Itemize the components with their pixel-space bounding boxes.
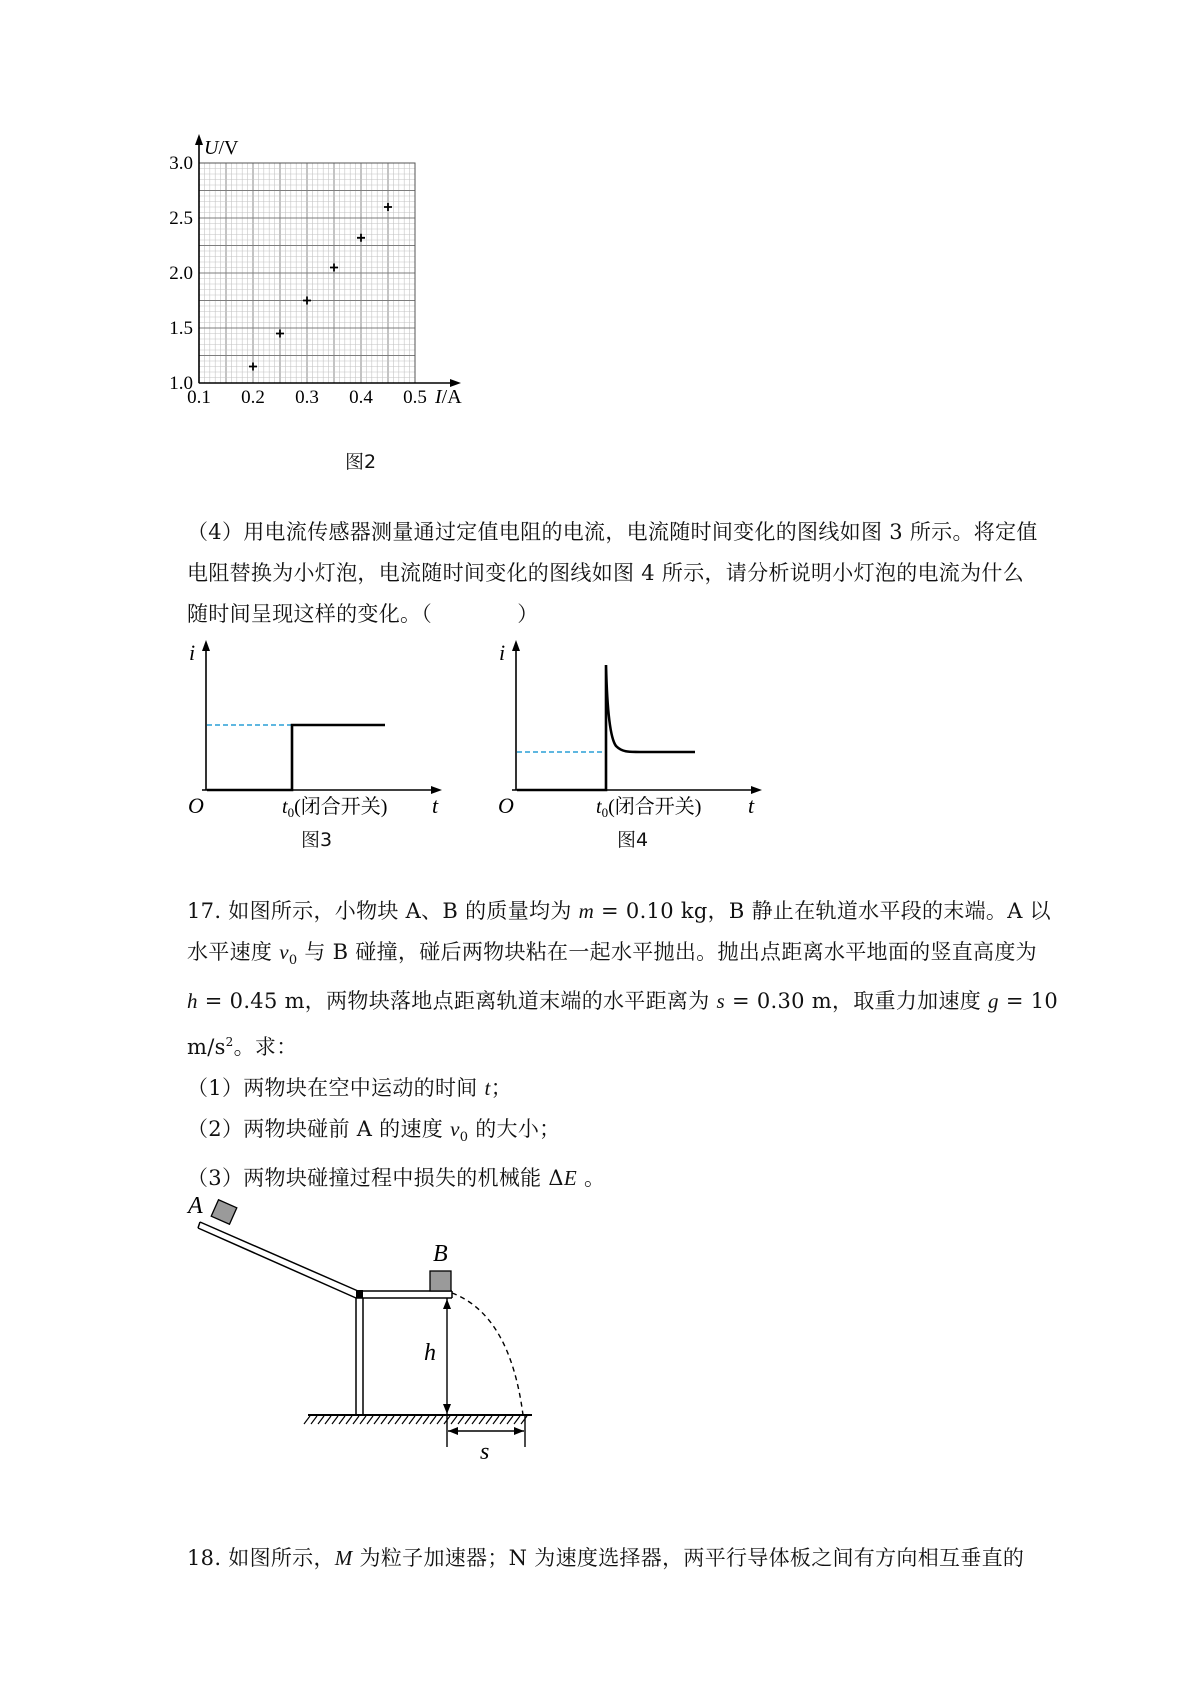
label-h: h [424,1340,436,1366]
ground-hatching [304,1416,527,1424]
figure-4-graph [490,638,770,838]
hatch-mark [367,1416,373,1424]
label-a: A [188,1193,203,1219]
hatch-mark [500,1416,506,1424]
hatch-mark [514,1416,520,1424]
y-tick-label: 3.0 [169,153,193,174]
figure-2-chart [160,130,520,475]
y-tick-labels [169,153,193,394]
hatch-mark [430,1416,436,1424]
hatch-mark [416,1416,422,1424]
track-figure [180,1185,580,1475]
y-label: i [189,640,196,665]
block-b [430,1271,451,1291]
y-tick-label: 1.0 [169,373,193,394]
h-arrow-bottom [443,1404,451,1414]
x-tick-label: 0.1 [187,387,211,408]
question-4 [187,512,1047,635]
x-label: t [432,793,439,818]
origin-label: O [188,793,204,818]
label-s: s [480,1439,490,1465]
q17-line-3: h = 0.45 m，两物块落地点距离轨道末端的水平距离为 s = 0.30 m，取重力加速度 g = 10 [187,989,1059,1014]
x-tick-label: 0.2 [241,387,265,408]
label-b: B [433,1241,448,1267]
q17-sub-1: （1）两物块在空中运动的时间 t； [187,1076,512,1101]
current-spike-curve [517,665,695,790]
chart-grid [199,163,415,383]
x-axis-label: I/A [435,386,462,408]
y-axis-arrow [512,640,520,651]
hatch-mark [507,1416,513,1424]
current-step-curve [207,725,385,790]
s-arrow-right [514,1427,524,1435]
hatch-mark [465,1416,471,1424]
hatch-mark [311,1416,317,1424]
q17-sub-2: （2）两物块碰前 A 的速度 $v_0$ 的大小； [187,1117,561,1146]
hatch-mark [493,1416,499,1424]
h-arrow-top [443,1299,451,1309]
ramp-end [198,1222,200,1228]
hatch-mark [395,1416,401,1424]
t0-label: $t_0$(闭合开关) [282,796,388,820]
figure-4-caption: 图4 [617,829,649,851]
hatch-mark [346,1416,352,1424]
y-axis-label: U/V [204,137,239,159]
y-tick-label: 2.5 [169,208,193,229]
hatch-mark [353,1416,359,1424]
q4-line-3: 随时间呈现这样的变化。（ ） [187,602,539,626]
hatch-mark [437,1416,443,1424]
x-tick-labels [187,387,427,408]
hatch-mark [332,1416,338,1424]
hatch-mark [409,1416,415,1424]
ramp-bottom-edge [198,1228,356,1298]
s-arrow-left [448,1427,458,1435]
q17-line-2: 水平速度 $v_0$ 与 B 碰撞，碰后两物块粘在一起水平抛出。抛出点距离水平地面的竖直高度为 [187,940,1037,969]
hatch-mark [325,1416,331,1424]
hatch-mark [402,1416,408,1424]
hatch-mark [374,1416,380,1424]
q18-line-1: 18. 如图所示，M 为粒子加速器；N 为速度选择器，两平行导体板之间有方向相互垂直的 [187,1546,1025,1570]
hatch-mark [339,1416,345,1424]
data-point-marker [384,203,392,211]
hatch-mark [458,1416,464,1424]
hatch-mark [381,1416,387,1424]
figure-2-caption: 图2 [345,451,377,473]
x-tick-label: 0.5 [403,387,427,408]
y-label: i [499,640,506,665]
q17-sub-3: （3）两物块碰撞过程中损失的机械能 ΔE 。 [187,1166,606,1191]
joint [356,1290,363,1298]
q17-line-1: 17. 如图所示，小物块 A、B 的质量均为 m = 0.10 kg，B 静止在轨道水平段的末端。A 以 [187,899,1051,923]
hatch-mark [451,1416,457,1424]
y-tick-label: 2.0 [169,263,193,284]
hatch-mark [388,1416,394,1424]
ramp-top-edge [200,1222,358,1291]
data-point-marker [357,234,365,242]
x-tick-label: 0.4 [349,387,373,408]
projectile-trajectory [452,1293,523,1415]
hatch-mark [521,1416,527,1424]
data-point-marker [303,297,311,305]
figure-3-caption: 图3 [301,829,333,851]
data-points [249,203,392,371]
data-point-marker [330,264,338,272]
question-17 [187,891,1059,1199]
y-tick-label: 1.5 [169,318,193,339]
hatch-mark [304,1416,310,1424]
hatch-mark [318,1416,324,1424]
q17-line-4: $m/s^2$。求： [187,1035,298,1060]
hatch-mark [479,1416,485,1424]
block-a [211,1200,237,1225]
hatch-mark [486,1416,492,1424]
question-18 [187,1538,1047,1579]
y-axis-arrow [195,134,203,145]
y-axis-arrow [202,640,210,651]
t0-label: $t_0$(闭合开关) [596,796,702,820]
data-point-marker [276,330,284,338]
q4-line-2: 电阻替换为小灯泡，电流随时间变化的图线如图 4 所示，请分析说明小灯泡的电流为什么 [187,561,1025,585]
hatch-mark [360,1416,366,1424]
hatch-mark [423,1416,429,1424]
x-tick-label: 0.3 [295,387,319,408]
figure-3-graph [180,638,450,838]
origin-label: O [498,793,514,818]
data-point-marker [249,363,257,371]
hatch-mark [472,1416,478,1424]
x-label: t [748,793,755,818]
q4-line-1: （4）用电流传感器测量通过定值电阻的电流，电流随时间变化的图线如图 3 所示。将定值 [187,520,1038,544]
